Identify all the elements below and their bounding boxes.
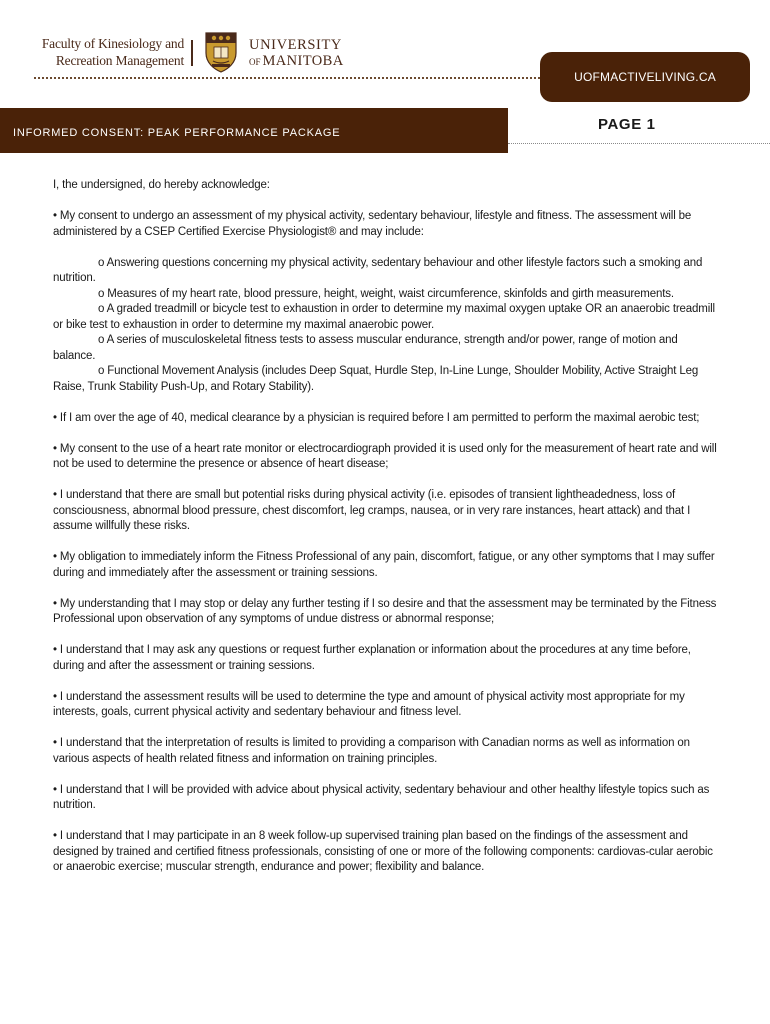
faculty-name-line1: Faculty of Kinesiology and [41,36,184,51]
document-title: INFORMED CONSENT: PEAK PERFORMANCE PACKAGE [13,126,341,139]
header-dotted-rule [34,77,540,79]
list-item: o Measures of my heart rate, blood pressure, height, weight, waist circumference, skinfolds and girth measurements. [98,287,674,300]
statement-ask-questions: • I understand that I may ask any questions or request further explanation or information about the procedures at any time before, during and after the assessment or training sessions. [53,644,691,672]
faculty-name-line2: Recreation Management [55,52,184,68]
university-crest-icon [204,31,238,73]
university-logo-text [249,37,349,70]
document-title-band [0,108,508,153]
statement-results-use: • I understand the assessment results will be used to determine the type and amount of physical activity most appropriate for my interests, goals, current physical activity and sedentary behaviour and fitness level. [53,690,685,718]
statement-training-plan: • I understand that I may participate in an 8 week follow-up supervised training plan based on the findings of the assessment and designed by trained and certified fitness professionals, consisting of one or more of the following components: cardiovas-cular aerobic or anaerobic exercise; muscular strength, endurance and power; flexibility and balance. [53,830,713,873]
statement-stop-testing: • My understanding that I may stop or delay any further testing if I so desire and that the assessment may be terminated by the Fitness Professional upon observation of any symptoms of undue distress or abnormal response; [53,597,717,625]
consent-assessment-statement: • My consent to undergo an assessment of my physical activity, sedentary behaviour, lifestyle and fitness. The assessment will be administered by a CSEP Certified Exercise Physiologist® and may include: [53,210,692,238]
intro-statement: I, the undersigned, do hereby acknowledge: [53,179,270,191]
university-of: OF [249,57,261,67]
statement-risks: • I understand that there are small but potential risks during physical activity (i.e. episodes of transient lightheadedness, loss of consciousness, abnormal blood pressure, chest discomfort, leg cramps, nausea, or in very rare instances, heart attack) and that I assume willfully these risks. [53,489,691,532]
university-name-manitoba: MANITOBA [262,53,344,69]
website-badge [540,52,750,102]
statement-heart-rate-monitor: • My consent to the use of a heart rate monitor or electrocardiograph provided it is used only for the measurement of heart rate and will not be used to determine the presence or absence of heart disease; [53,442,717,470]
statement-interpretation: • I understand that the interpretation of results is limited to providing a comparison with Canadian norms as well as information on various aspects of health related fitness and information on training principles. [53,737,690,765]
list-item: o A series of musculoskeletal fitness tests to assess muscular endurance, strength and/or power, range of motion and balance. [53,334,678,362]
list-item: o A graded treadmill or bicycle test to exhaustion in order to determine my maximal oxygen uptake OR an anaerobic treadmill or bike test to exhaustion in order to determine my maximal anaerobic power. [53,303,715,331]
statement-medical-clearance: • If I am over the age of 40, medical clearance by a physician is required before I am permitted to perform the maximal aerobic test; [53,411,700,424]
list-item: o Functional Movement Analysis (includes Deep Squat, Hurdle Step, In-Line Lunge, Shoulder Mobility, Active Straight Leg Raise, Trunk Stability Push-Up, and Rotary Stability). [53,365,699,393]
page-number: PAGE 1 [598,116,656,133]
page-dotted-rule [508,143,770,144]
university-name-line1: UNIVERSITY [249,37,342,53]
statement-advice: • I understand that I will be provided with advice about physical activity, sedentary behaviour and other healthy lifestyle topics such as nutrition. [53,783,710,811]
list-item: o Answering questions concerning my physical activity, sedentary behaviour and other lifestyle factors such a smoking and nutrition. [53,256,703,284]
university-name-line2 [249,53,349,70]
statement-inform-symptoms: • My obligation to immediately inform the Fitness Professional of any pain, discomfort, fatigue, or any other symptoms that I may suffer during and immediately after the assessment or training sessions. [53,551,715,579]
logo-divider [191,40,193,66]
faculty-logo-text [30,36,184,69]
consent-body [53,178,718,891]
assessment-components-list [53,256,718,396]
website-url: UOFMACTIVELIVING.CA [574,70,716,84]
